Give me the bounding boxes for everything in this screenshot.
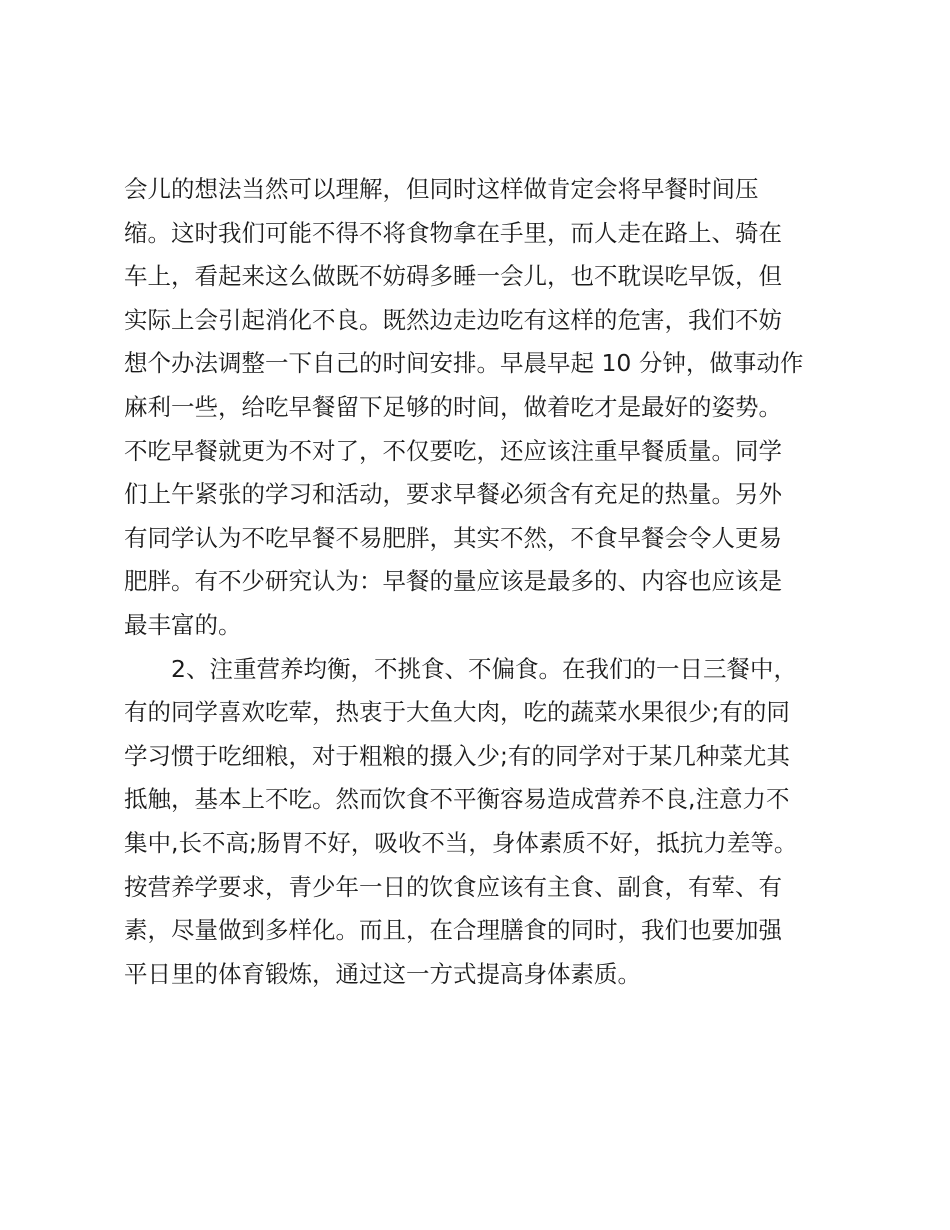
paragraph-1 xyxy=(124,168,844,648)
paragraph-2 xyxy=(124,648,844,997)
text-line: 学习惯于吃细粮，对于粗粮的摄入少;有的同学对于某几种菜尤其 xyxy=(124,741,790,770)
text-line: 集中,长不高;肠胃不好，吸收不当，身体素质不好，抵抗力差等。 xyxy=(124,828,798,857)
text-line: 们上午紧张的学习和活动，要求早餐必须含有充足的热量。另外 xyxy=(124,480,782,509)
text-line: 有的同学喜欢吃荤，热衷于大鱼大肉，吃的蔬菜水果很少;有的同 xyxy=(124,698,790,727)
document-body xyxy=(124,168,844,996)
text-line: 抵触，基本上不吃。然而饮食不平衡容易造成营养不良,注意力不 xyxy=(124,785,790,814)
text-line: 会儿的想法当然可以理解，但同时这样做肯定会将早餐时间压 xyxy=(124,175,759,203)
text-line: 缩。这时我们可能不得不将食物拿在手里，而人走在路上、骑在 xyxy=(124,218,782,247)
text-line: 实际上会引起消化不良。既然边走边吃有这样的危害，我们不妨 xyxy=(124,305,782,334)
text-line: 想个办法调整一下自己的时间安排。早晨早起 10 分钟，做事动作 xyxy=(124,349,804,378)
text-line: 车上，看起来这么做既不妨碍多睡一会儿，也不耽误吃早饭，但 xyxy=(124,262,782,291)
text-line: 肥胖。有不少研究认为：早餐的量应该是最多的、内容也应该是 xyxy=(124,567,782,596)
text-line: 最丰富的。 xyxy=(124,610,242,639)
text-line: 按营养学要求，青少年一日的饮食应该有主食、副食，有荤、有 xyxy=(124,872,782,901)
text-line: 2、注重营养均衡，不挑食、不偏食。在我们的一日三餐中， xyxy=(171,654,797,683)
text-line: 平日里的体育锻炼，通过这一方式提高身体素质。 xyxy=(124,959,641,988)
text-line: 麻利一些，给吃早餐留下足够的时间，做着吃才是最好的姿势。 xyxy=(124,392,782,421)
text-line: 有同学认为不吃早餐不易肥胖，其实不然，不食早餐会令人更易 xyxy=(124,523,782,552)
text-line: 不吃早餐就更为不对了，不仅要吃，还应该注重早餐质量。同学 xyxy=(124,436,782,465)
text-line: 素，尽量做到多样化。而且，在合理膳食的同时，我们也要加强 xyxy=(124,916,782,945)
